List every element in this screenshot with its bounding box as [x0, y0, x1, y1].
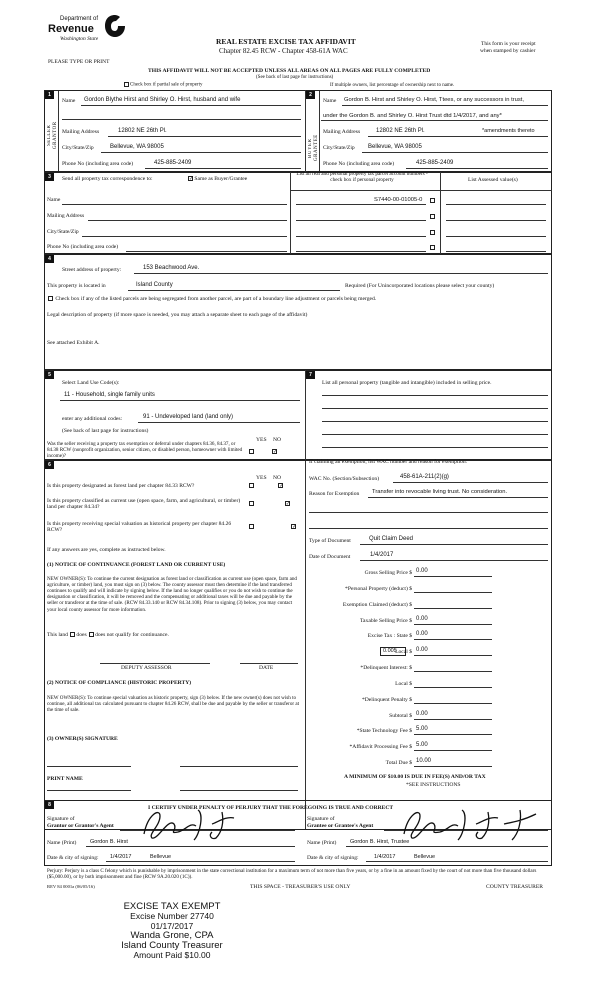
buyer-phone-label: Phone No (including area code): [323, 161, 395, 167]
dor-logo-icon: [104, 14, 126, 38]
section-4-number: 4: [45, 255, 54, 263]
grantor-signature: [138, 804, 248, 844]
s5-yes: YES: [256, 437, 267, 443]
legal-description-label: Legal description of property (if more space is needed, you may attach a separate sheet to each page of the affidavit): [47, 312, 308, 318]
parcel-3-checkbox[interactable]: [430, 230, 435, 235]
s6-q3-yes[interactable]: [249, 524, 254, 529]
buyer-city-field[interactable]: Bellevue, WA 98005: [368, 144, 422, 150]
grantor-city-field[interactable]: Bellevue: [150, 854, 172, 860]
partial-sale: [123, 82, 202, 88]
grantee-sig-label-2: Grantee or Grantee's Agent: [307, 823, 374, 829]
parcel-header: List all real and personal property tax parcel account numbers - check box if personal property: [296, 171, 428, 183]
s5-no: NO: [273, 437, 282, 443]
does-not-checkbox[interactable]: [89, 632, 94, 637]
seller-city-label: City/State/Zip: [62, 145, 94, 151]
warning-sub: (See back of last page for instructions): [256, 75, 334, 80]
wac-field[interactable]: 458-61A-211(2)(g): [400, 474, 449, 480]
street-label: Street address of property:: [62, 267, 122, 273]
seller-phone-label: Phone No (including area code): [62, 161, 134, 167]
print-name-label: PRINT NAME: [47, 776, 83, 782]
grantee-name-label: Name (Print): [307, 840, 337, 846]
total-due-label: Total Due $: [385, 760, 412, 766]
land-use-field[interactable]: 11 - Household, single family units: [64, 392, 155, 398]
seller-name-field[interactable]: Gordon Blythe Hirst and Shirley O. Hirst, husband and wife: [84, 97, 241, 103]
s6-q1-yes[interactable]: [249, 483, 254, 488]
form-subtitle: Chapter 82.45 RCW - Chapter 458-61A WAC: [219, 47, 348, 55]
rev-code: REV 84 0001a (06/05/16): [47, 884, 95, 889]
s5-no-checkbox[interactable]: ✓: [273, 449, 278, 456]
stamp-line4: Wanda Grone, CPA: [130, 930, 214, 941]
deputy-date: DATE: [259, 665, 274, 671]
partial-sale-label: Check box if partial sale of property: [130, 82, 203, 88]
processing-fee-label: *Affidavit Processing Fee $: [349, 744, 412, 750]
s6-no: NO: [273, 475, 282, 481]
minimum-note: A MINIMUM OF $10.00 IS DUE IN FEE(S) AND/OR TAX: [344, 774, 486, 780]
owner-signature-label: (3) OWNER(S) SIGNATURE: [47, 736, 118, 742]
located-label: This property is located in: [47, 283, 106, 289]
s6-q1-no[interactable]: ✓: [279, 483, 284, 490]
does-label: does: [76, 632, 87, 638]
deputy-assessor: DEPUTY ASSESSOR: [121, 665, 172, 671]
section-3-number: 3: [45, 173, 54, 181]
receipt-note-1: This form is your receipt: [481, 41, 536, 47]
gross-label: Gross Selling Price $: [364, 570, 412, 576]
section-6-number: 6: [45, 461, 54, 469]
grantee-date-field[interactable]: 1/4/2017: [374, 854, 396, 860]
additional-codes-label: enter any additional codes:: [62, 416, 123, 422]
boundary-checkbox[interactable]: [48, 296, 53, 301]
personal-property-label: List all personal property (tangible and intangible) included in selling price.: [322, 380, 492, 386]
section-2-number: 2: [306, 91, 315, 99]
qualify-label: qualify for continuance.: [115, 632, 169, 638]
section-1-number: 1: [45, 91, 54, 99]
this-land-label: This land: [47, 632, 68, 638]
wac-label: WAC No. (Section/Subsection): [309, 476, 380, 482]
buyer-mailing-field[interactable]: 12802 NE 26th Pl.: [376, 128, 425, 134]
local-label: Local $: [395, 649, 412, 655]
parcel-4-checkbox[interactable]: [430, 245, 435, 250]
if-yes-note: If any answers are yes, complete as instructed below.: [47, 547, 166, 553]
delinquent-penalty-label: *Delinquent Penalty $: [361, 697, 412, 703]
seller-mailing-field[interactable]: 12802 NE 26th Pl.: [118, 128, 167, 134]
subtotal-label: Subtotal $: [389, 713, 412, 719]
excise-state-field[interactable]: 0.00: [416, 631, 428, 637]
same-as-buyer-label: Same as Buyer/Grantee: [194, 176, 248, 182]
s6-q1: Is this property designated as forest land per chapter 84.33 RCW?: [47, 483, 195, 489]
stamp-line5: Island County Treasurer: [121, 940, 223, 951]
excise-state-label: Excise Tax : State $: [367, 633, 412, 639]
subtotal-field[interactable]: 0.00: [416, 711, 428, 717]
notice1-title: (1) NOTICE OF CONTINUANCE (FOREST LAND OR CURRENT USE): [47, 562, 226, 568]
s3-mailing-label: Mailing Address: [47, 213, 85, 219]
see-attached: See attached Exhibit A.: [47, 340, 100, 346]
grantee-date-city-label: Date & city of signing:: [307, 855, 359, 861]
treasurer-space: THIS SPACE - TREASURER'S USE ONLY: [250, 884, 351, 890]
grantor-sig-label-1: Signature of: [47, 816, 75, 822]
seller-city-field[interactable]: Bellevue, WA 98005: [110, 144, 164, 150]
doc-type-label: Type of Document: [309, 538, 351, 544]
grantor-date-field[interactable]: 1/4/2017: [110, 854, 132, 860]
grantee-signature: [396, 804, 546, 844]
stamp-line3: 01/17/2017: [150, 920, 194, 931]
taxable-label: Taxable Selling Price $: [360, 618, 412, 624]
stamp-line6: Amount Paid $10.00: [133, 950, 211, 960]
seller-vertical-label: SELLER GRANTOR: [47, 121, 58, 149]
parcel-1-checkbox[interactable]: [430, 198, 435, 203]
warning-text: THIS AFFIDAVIT WILL NOT BE ACCEPTED UNLESS ALL AREAS ON ALL PAGES ARE FULLY COMPLETED: [148, 68, 431, 74]
local-field[interactable]: 0.00: [416, 647, 428, 653]
tech-fee-label: *State Technology Fee $: [356, 728, 412, 734]
delinquent-interest-label: *Delinquent Interest: $: [360, 665, 412, 671]
notice2-body: NEW OWNER(S): To continue special valuation as historic property, sign (3) below. If the new owner(s) does not wish to continue, all additional tax calculated pursuant to chapter 84.26 RCW, shall be due and payable by the seller or transferor at the time of sale.: [47, 695, 300, 714]
stamp-line2: Excise Number 27740: [130, 911, 214, 921]
continuance-row: [47, 632, 169, 638]
boundary-label: Check box if any of the listed parcels are being segregated from another parcel, are part of a boundary line adjustment or parcels being merged.: [55, 296, 377, 302]
perjury-note: Perjury: Perjury is a class C felony which is punishable by imprisonment in the state correctional institution for a maximum term of not more than five years, or by a fine in an amount fixed by the court of not more than five thousand dollars ($5,000.00), or by both imprisonment and fine (RCW 9A.20.020 (1C)).: [47, 868, 537, 881]
section-8-number: 8: [45, 801, 54, 809]
treasurer-stamp: [102, 902, 242, 961]
seller-name-label: Name: [62, 98, 76, 104]
exemption-claimed-label: Exemption Claimed (deduct) $: [342, 602, 412, 608]
same-as-buyer: [188, 176, 247, 182]
stamp-line1: EXCISE TAX EXEMPT: [123, 901, 221, 912]
processing-fee-field[interactable]: 5.00: [416, 742, 428, 748]
grantor-date-city-label: Date & city of signing:: [47, 855, 99, 861]
certify-text: I CERTIFY UNDER PENALTY OF PERJURY THAT THE FOREGOING IS TRUE AND CORRECT: [148, 805, 394, 811]
parcel-number-1[interactable]: S7440-00-01005-0: [374, 197, 423, 203]
doc-date-field[interactable]: 1/4/2017: [370, 552, 394, 558]
personal-prop-deduct-label: *Personal Property (deduct) $: [345, 586, 412, 592]
buyer-vertical-label: BUYER GRANTEE: [308, 134, 319, 162]
partial-sale-checkbox[interactable]: [124, 82, 129, 87]
buyer-name-label: Name: [323, 98, 337, 104]
street-field[interactable]: 153 Beachwood Ave.: [143, 265, 200, 271]
receipt-note-2: when stamped by cashier: [480, 48, 536, 54]
total-due-field[interactable]: 10.00: [416, 758, 432, 764]
assessed-header: List Assessed value(s): [468, 177, 518, 183]
county-treasurer: COUNTY TREASURER: [486, 884, 544, 890]
reason-label: Reason for Exemption: [309, 491, 360, 497]
s6-q2: Is this property classified as current use (open space, farm, and agricultural, or timber) land per chapter 84.34?: [47, 498, 241, 511]
buyer-name-line1[interactable]: Gordon B. Hirst and Shirley O. Hirst, Ttees, or any successors in trust,: [344, 97, 524, 103]
doc-type-field[interactable]: Quit Claim Deed: [369, 536, 414, 542]
s6-q2-no[interactable]: ✓: [285, 501, 291, 508]
form-title: REAL ESTATE EXCISE TAX AFFIDAVIT: [216, 37, 356, 46]
s3-name-label: Name: [47, 197, 61, 203]
buyer-mailing-note: *amendments thereto: [482, 128, 535, 134]
tech-fee-field[interactable]: 5.00: [416, 726, 428, 732]
local2-label: Local $: [395, 681, 412, 687]
grantor-sig-label-2: Grantor or Grantor's Agent: [47, 823, 114, 829]
seller-phone-field[interactable]: 425-885-2409: [154, 160, 192, 166]
s3-city-label: City/State/Zip: [47, 229, 79, 235]
s5-yes-checkbox[interactable]: [249, 449, 254, 454]
exemption-question: Was the seller receiving a property tax exemption or deferral under chapters 84.36, 84.37, or 84.38 RCW (nonprofit organization, senior citizen, or disabled person, homeowner with limited income)?: [47, 441, 243, 459]
does-checkbox[interactable]: [70, 632, 75, 637]
s3-phone-label: Phone No (including area code): [47, 244, 119, 250]
additional-codes-field[interactable]: 91 - Undeveloped land (land only): [143, 414, 234, 420]
buyer-city-label: City/State/Zip: [323, 145, 355, 151]
boundary-check: [47, 296, 376, 302]
s6-q2-yes[interactable]: [249, 501, 254, 506]
does-not-label: does not: [95, 632, 114, 638]
county-field[interactable]: Island County: [136, 282, 173, 288]
see-back: (See back of last page for instructions): [62, 428, 149, 434]
dept-line3: Washington State: [60, 36, 99, 42]
grantee-city-field[interactable]: Bellevue: [414, 854, 436, 860]
section-5-number: 5: [45, 371, 54, 379]
dor-logo: [48, 14, 130, 48]
same-as-buyer-checkbox[interactable]: ✓: [189, 176, 194, 183]
notice2-title: (2) NOTICE OF COMPLIANCE (HISTORIC PROPERTY): [47, 680, 192, 686]
multiple-owners: If multiple owners, list percentage of ownership next to name.: [330, 83, 455, 88]
local-rate-field[interactable]: 0.005: [383, 648, 397, 654]
section-3: [44, 172, 552, 254]
see-instructions: *SEE INSTRUCTIONS: [406, 782, 461, 788]
buyer-phone-field[interactable]: 425-885-2409: [416, 160, 454, 166]
section-7-number: 7: [306, 371, 315, 379]
land-use-label: Select Land Use Code(s):: [62, 380, 120, 386]
s6-yes: YES: [256, 475, 267, 481]
send-correspondence-label: Send all property tax correspondence to:: [62, 176, 153, 182]
parcel-2-checkbox[interactable]: [430, 214, 435, 219]
grantor-name-label: Name (Print): [47, 840, 77, 846]
grantee-sig-label-1: Signature of: [307, 816, 335, 822]
s6-q3-no[interactable]: ✓: [292, 524, 297, 531]
gross-field[interactable]: 0.00: [416, 568, 428, 574]
dept-line2: Revenue: [48, 23, 94, 35]
required-note: Required (For Unincorporated locations please select your county): [345, 283, 495, 289]
print-note: PLEASE TYPE OR PRINT: [48, 59, 110, 65]
doc-date-label: Date of Document: [309, 554, 351, 560]
reason-field[interactable]: Transfer into revocable living trust. No consideration.: [372, 489, 508, 495]
dept-line1: Department of: [60, 16, 99, 22]
buyer-mailing-label: Mailing Address: [323, 129, 361, 135]
grantee-name-field[interactable]: Gordon B. Hirst, Trustee: [350, 839, 410, 845]
s6-q3: Is this property receiving special valuation as historical property per chapter 84.26 RCW?: [47, 521, 232, 534]
buyer-name-line2[interactable]: under the Gordon B. and Shirley O. Hirst Trust dtd 1/4/2017, and any*: [323, 113, 502, 119]
seller-mailing-label: Mailing Address: [62, 129, 100, 135]
taxable-field[interactable]: 0.00: [416, 616, 428, 622]
grantor-name-field[interactable]: Gordon B. Hirst: [90, 839, 128, 845]
notice1-body: NEW OWNER(S): To continue the current designation as forest land or classification as current use (open space, farm and agriculture, or timber) land, you must sign on (3) below. The county assessor must then determine if the land transferred continues to qualify and will indicate by signing below. If the land no longer qualifies or you do not wish to continue the designation or classification, it will be removed and the compensating or additional taxes will be due and payable by the seller or transferor at the time of sale. (RCW 84.33.140 or RCW 84.34.108). Prior to signing (3) below, you may contact your local county assessor for more information.: [47, 576, 297, 613]
claiming-label: If claiming an exemption, list WAC number and reason for exemption:: [309, 459, 468, 465]
